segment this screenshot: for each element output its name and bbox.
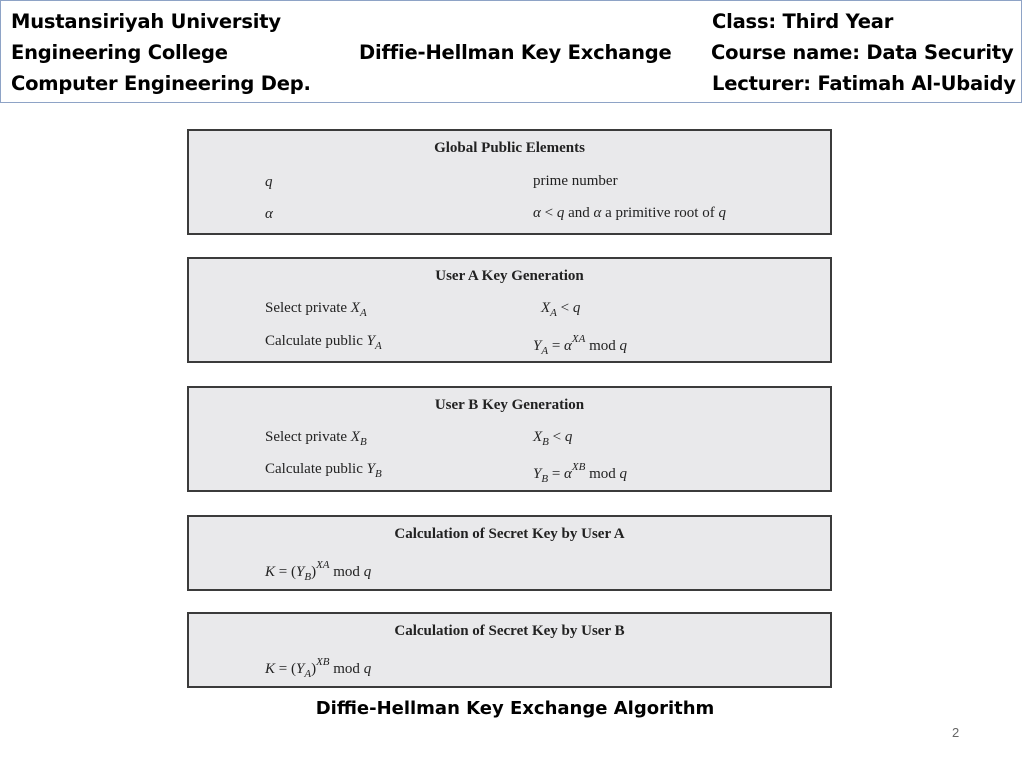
global-public-elements-box bbox=[187, 129, 832, 235]
university-name: Mustansiriyah University bbox=[11, 10, 281, 33]
box-title: Calculation of Secret Key by User B bbox=[394, 623, 625, 639]
slide-header bbox=[0, 0, 1022, 103]
alpha-description: α < q and α a primitive root of q bbox=[533, 205, 726, 221]
calculate-public-formula: $Y_B = \alpha^{XB}$ mod q bbox=[533, 461, 628, 485]
select-private-label: Select private $X_A$ bbox=[265, 300, 367, 319]
calculate-public-label: Calculate public $Y_B$ bbox=[265, 461, 382, 480]
secret-key-user-a-box bbox=[187, 515, 832, 591]
department-name: Computer Engineering Dep. bbox=[11, 72, 311, 95]
box-title: User B Key Generation bbox=[434, 397, 585, 413]
lecturer-label: Lecturer: Fatimah Al-Ubaidy bbox=[712, 72, 1016, 95]
box-title: Global Public Elements bbox=[434, 140, 585, 156]
secret-key-formula: $K = (Y_A)^{XB}$ mod q bbox=[265, 656, 372, 680]
select-private-label: Select private $X_B$ bbox=[265, 429, 367, 448]
box-title: Calculation of Secret Key by User A bbox=[394, 526, 625, 542]
slide-title: Diffie-Hellman Key Exchange bbox=[359, 41, 672, 64]
page-number: 2 bbox=[952, 725, 960, 740]
calculate-public-label: Calculate public $Y_A$ bbox=[265, 333, 382, 352]
secret-key-formula: $K = (Y_B)^{XA}$ mod q bbox=[265, 559, 372, 583]
course-label: Course name: Data Security bbox=[711, 41, 1014, 64]
user-b-key-generation-box bbox=[187, 386, 832, 492]
calculate-public-formula: $Y_A = \alpha^{XA}$ mod q bbox=[533, 333, 628, 357]
q-description: prime number bbox=[533, 173, 618, 189]
class-label: Class: Third Year bbox=[712, 10, 894, 33]
figure-caption: Diffie-Hellman Key Exchange Algorithm bbox=[315, 698, 715, 719]
secret-key-user-b-box bbox=[187, 612, 832, 688]
alpha-symbol: α bbox=[265, 206, 273, 222]
q-symbol: q bbox=[265, 174, 273, 190]
user-a-key-generation-box bbox=[187, 257, 832, 363]
college-name: Engineering College bbox=[11, 41, 228, 64]
select-private-condition: $X_B < q$ bbox=[533, 429, 573, 448]
select-private-condition: $X_A < q$ bbox=[541, 300, 581, 319]
box-title: User A Key Generation bbox=[435, 268, 584, 284]
